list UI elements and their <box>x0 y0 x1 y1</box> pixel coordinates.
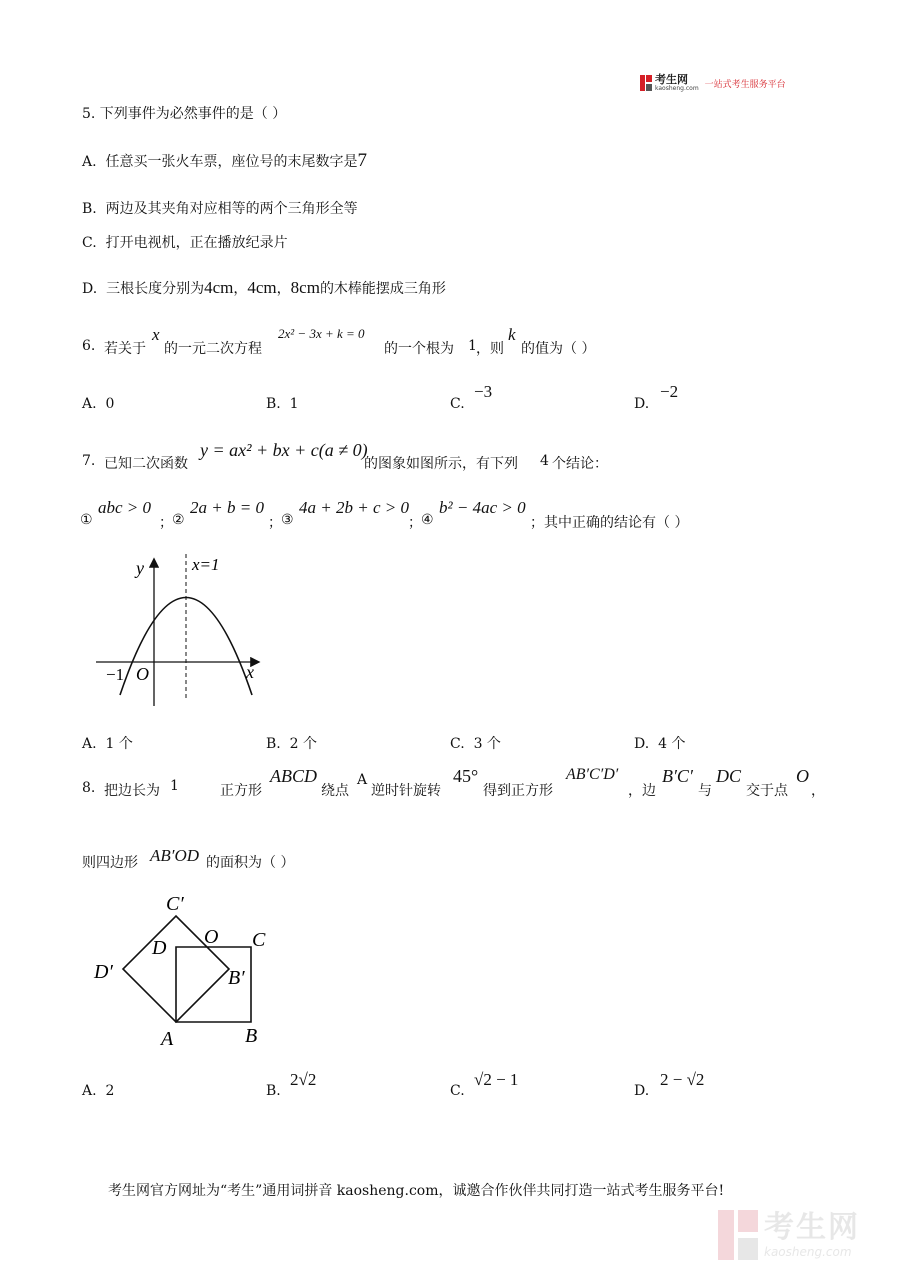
watermark-logo <box>718 1210 860 1260</box>
q6-option-d-label: D. <box>634 396 650 412</box>
origin-label: O <box>136 664 149 684</box>
q5-a-label: A. <box>82 154 97 170</box>
footer-text: 考生网官方网址为“考生”通用词拼音 kaosheng.com，诚邀合作伙伴共同打造一站式考生服务平台! <box>108 1183 725 1199</box>
q5-option-c <box>82 232 288 252</box>
q8-sq1: ABCD <box>270 766 317 786</box>
q6-option-c-label: C. <box>450 396 465 412</box>
q5-d-label: D. <box>82 281 98 297</box>
q8-line2-pre: 则四边形 <box>82 855 138 871</box>
q8-quad: AB′OD <box>150 846 200 865</box>
q7-count: 4 <box>540 453 549 469</box>
q8-a-label: A. <box>82 1083 97 1099</box>
q6-t2: 的一元二次方程 <box>164 341 262 357</box>
q5-d-v3: 8cm <box>290 278 320 297</box>
q7-t2: 的图象如图所示，有下列 <box>364 456 518 472</box>
label-c1: C′ <box>166 893 184 915</box>
q8-t9: ， <box>811 783 825 799</box>
q6-t5: 的值为（ ） <box>521 341 596 357</box>
label-c: C <box>252 929 266 951</box>
q7-function: y = ax² + bx + c(a ≠ 0) <box>200 440 368 460</box>
q8-t2: 正方形 <box>220 783 262 799</box>
q7-c-label: C. <box>450 736 465 752</box>
label-b: B <box>245 1025 258 1047</box>
q8-t3: 绕点 <box>321 783 349 799</box>
q7-t3: 个结论： <box>552 456 608 472</box>
symmetry-label: x=1 <box>192 555 220 574</box>
watermark-name: 考生网 <box>764 1210 860 1245</box>
q5-c-text: 打开电视机，正在播放纪录片 <box>105 235 288 251</box>
q7-b-label: B. <box>266 736 281 752</box>
q8-option-b-value: 2√2 <box>290 1070 317 1089</box>
q5-d-post: 的木棒能摆成三角形 <box>319 281 446 297</box>
q8-rotated-squares-figure <box>88 888 288 1053</box>
q7-c3-mark: ③ <box>281 512 294 528</box>
q5-d-pre: 三根长度分别为 <box>106 281 205 297</box>
q7-option-c <box>450 733 501 753</box>
q7-d-label: D. <box>634 736 650 752</box>
logo-domain: kaosheng.com <box>655 84 699 92</box>
q5-a-math: 7 <box>357 150 367 171</box>
logo-mark-icon <box>640 75 652 91</box>
q7-option-b <box>266 733 317 753</box>
q8-pt-a: A <box>357 772 368 788</box>
q7-parabola-graph <box>90 550 270 710</box>
q6-equation: 2x² − 3x + k = 0 <box>278 326 365 341</box>
q7-c1: abc > 0 <box>98 498 152 517</box>
q6-option-b <box>266 396 299 412</box>
q6-b-label: B. <box>266 396 281 412</box>
label-d1: D′ <box>94 961 113 983</box>
q8-t8: 交于点 <box>746 783 788 799</box>
q7-d-value: 4 个 <box>658 736 686 752</box>
q8-t4: 逆时针旋转 <box>371 783 441 799</box>
q5-a-text: 任意买一张火车票，座位号的末尾数字是 <box>105 154 358 170</box>
q8-a-value: 2 <box>105 1083 115 1099</box>
q8-option-a <box>82 1083 114 1099</box>
q8-option-d-label: D. <box>634 1083 650 1099</box>
q8-seg2: DC <box>716 766 742 786</box>
q7-c4-mark: ④ <box>421 512 434 528</box>
q8-t5: 得到正方形 <box>483 783 553 799</box>
q6-a-label: A. <box>82 396 97 412</box>
label-o: O <box>204 926 219 948</box>
q6-b-value: 1 <box>289 396 299 412</box>
q6-option-c-value: −3 <box>474 382 493 401</box>
q7-option-a <box>82 733 133 753</box>
q7-tail: ；其中正确的结论有（ ） <box>530 515 689 531</box>
q5-option-d <box>82 278 446 298</box>
q8-option-b-label: B. <box>266 1083 281 1099</box>
y-axis-label: y <box>136 558 144 578</box>
q7-c2-mark: ② <box>172 512 185 528</box>
q6-t1: 若关于 <box>104 341 146 357</box>
q5-c-label: C. <box>82 235 97 251</box>
q8-len: 1 <box>170 778 179 794</box>
q7-c1-mark: ① <box>80 512 93 528</box>
q5-option-a <box>82 150 367 172</box>
q5-b-text: 两边及其夹角对应相等的两个三角形全等 <box>105 201 358 217</box>
header-logo <box>640 72 786 94</box>
q7-a-value: 1 个 <box>105 736 133 752</box>
q8-sq2: AB′C′D′ <box>566 766 619 783</box>
label-a: A <box>161 1028 174 1050</box>
q8-t1: 把边长为 <box>104 783 160 799</box>
q8-t6: ，边 <box>628 783 656 799</box>
q6-a-value: 0 <box>105 396 115 412</box>
q6-t3: 的一个根为 <box>384 341 454 357</box>
q6-option-a <box>82 396 114 412</box>
q8-pt-o: O <box>796 766 809 786</box>
q8-seg1: B′C′ <box>662 766 693 786</box>
q6-num: 6. <box>82 338 96 354</box>
q8-option-c-label: C. <box>450 1083 465 1099</box>
header-slogan: 一站式考生服务平台 <box>704 79 786 90</box>
q7-sep2: ； <box>268 515 282 531</box>
q6-var-k: k <box>508 325 516 344</box>
q8-option-c-value: √2 − 1 <box>474 1070 519 1089</box>
q8-line2-post: 的面积为（ ） <box>206 855 295 871</box>
q6-t4: ，则 <box>476 341 504 357</box>
q5-d-sep2: ， <box>276 281 291 297</box>
neg-one-label: −1 <box>106 665 125 684</box>
q6-var-x: x <box>152 325 160 344</box>
q6-option-d-value: −2 <box>660 382 679 401</box>
q7-num: 7. <box>82 453 96 469</box>
q6-root: 1 <box>468 338 477 354</box>
q5-option-b <box>82 198 358 218</box>
q7-c4: b² − 4ac > 0 <box>439 498 526 517</box>
q5-b-label: B. <box>82 201 97 217</box>
q7-sep3: ； <box>408 515 422 531</box>
watermark-mark-icon <box>718 1210 758 1260</box>
x-axis-label: x <box>246 662 254 682</box>
q7-c-value: 3 个 <box>473 736 501 752</box>
label-b1: B′ <box>228 967 245 989</box>
label-d: D <box>152 937 167 959</box>
q5-stem: 5. 下列事件为必然事件的是（ ） <box>82 106 287 122</box>
q7-t1: 已知二次函数 <box>104 456 188 472</box>
q7-b-value: 2 个 <box>289 736 318 752</box>
q7-sep1: ； <box>159 515 173 531</box>
q8-option-d-value: 2 − √2 <box>660 1070 705 1089</box>
q8-t7: 与 <box>698 783 712 799</box>
q5-d-sep1: ， <box>233 281 248 297</box>
logo-name: 考生网 <box>655 72 688 86</box>
q7-a-label: A. <box>82 736 97 752</box>
q7-option-d <box>634 733 685 753</box>
q7-c3: 4a + 2b + c > 0 <box>299 498 409 517</box>
q8-num: 8. <box>82 780 96 796</box>
q5-d-v2: 4cm <box>247 278 277 297</box>
watermark-domain: kaosheng.com <box>764 1245 852 1259</box>
q7-c2: 2a + b = 0 <box>190 498 264 517</box>
q5-d-v1: 4cm <box>204 278 234 297</box>
q8-angle: 45° <box>453 766 479 786</box>
